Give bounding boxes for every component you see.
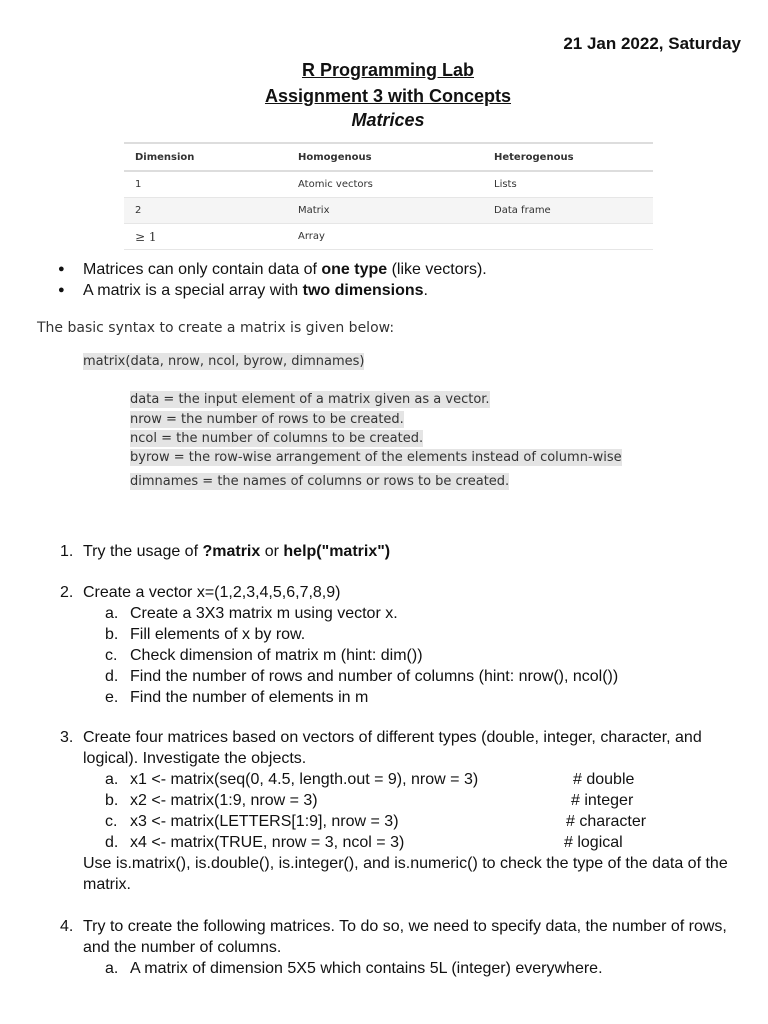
bullet-text: A matrix is a special array with: [83, 282, 303, 299]
table-cell: Matrix: [287, 198, 483, 224]
code-line: x3 <- matrix(LETTERS[1:9], nrow = 3): [130, 813, 399, 830]
sub-letter: c.: [105, 647, 118, 664]
dimension-table: [124, 142, 653, 250]
sub-letter: c.: [105, 813, 118, 830]
code-line: x4 <- matrix(TRUE, nrow = 3, ncol = 3): [130, 834, 405, 851]
code-emphasis: help("matrix"): [283, 543, 391, 560]
question-text: Try the usage of: [83, 543, 203, 560]
bullet-emphasis: one type: [321, 261, 388, 278]
question-number: 2.: [60, 584, 74, 601]
matrix-facts-list: [56, 259, 487, 301]
question-3: [56, 727, 743, 895]
code-text: ncol = the number of columns to be created.: [130, 431, 424, 446]
sub-letter: a.: [105, 771, 119, 788]
sub-text: A matrix of dimension 5X5 which contains 5L (integer) everywhere.: [130, 960, 603, 977]
sub-question: [83, 645, 743, 666]
question-4: [56, 916, 743, 979]
code-text: data = the input element of a matrix given as a vector.: [130, 392, 490, 407]
sub-text: Check dimension of matrix m (hint: dim()): [130, 647, 423, 664]
table-cell: 2: [124, 198, 287, 224]
sub-question: [83, 790, 743, 811]
sub-question: [83, 687, 743, 708]
param-line: [130, 431, 423, 446]
sub-letter: e.: [105, 689, 119, 706]
param-line: [130, 474, 509, 489]
bullet-text: (like vectors).: [387, 261, 487, 278]
code-line: x2 <- matrix(1:9, nrow = 3): [130, 792, 318, 809]
code-comment: # integer: [571, 792, 634, 809]
code-text: nrow = the number of rows to be created.: [130, 412, 404, 427]
table-row: [124, 171, 653, 198]
table-header-cell: Homogenous: [287, 143, 483, 171]
document-title: R Programming Lab: [301, 60, 475, 80]
sub-question: [83, 666, 743, 687]
param-line: [130, 412, 404, 427]
list-item: [56, 259, 487, 280]
sub-letter: d.: [105, 834, 119, 851]
table-cell: Array: [287, 224, 483, 250]
sub-text: Create a 3X3 matrix m using vector x.: [130, 605, 398, 622]
topic-subtitle: Matrices: [351, 110, 425, 130]
question-number: 4.: [60, 918, 74, 935]
table-cell: 1: [124, 171, 287, 198]
param-line: [130, 450, 622, 465]
sub-text: Fill elements of x by row.: [130, 626, 306, 643]
question-1: [56, 541, 743, 562]
question-text: Create four matrices based on vectors of different types (double, integer, character, and logical). Investigate the objects.: [83, 729, 702, 767]
syntax-intro: The basic syntax to create a matrix is given below:: [37, 320, 395, 336]
table-cell: Lists: [483, 171, 653, 198]
code-emphasis: ?matrix: [202, 543, 261, 560]
question-number: 3.: [60, 729, 74, 746]
table-cell: [483, 224, 653, 250]
sub-text: Find the number of elements in m: [130, 689, 369, 706]
sub-text: Find the number of rows and number of columns (hint: nrow(), ncol()): [130, 668, 619, 685]
sub-letter: a.: [105, 960, 119, 977]
sub-letter: b.: [105, 626, 119, 643]
question-footer: Use is.matrix(), is.double(), is.integer(), and is.numeric() to check the type of the data of the matrix.: [83, 855, 728, 893]
assignment-title: Assignment 3 with Concepts: [264, 86, 512, 106]
list-item: [56, 280, 487, 301]
sub-question: [83, 769, 743, 790]
table-row: [124, 224, 653, 250]
bullet-emphasis: two dimensions: [302, 282, 424, 299]
code-line: x1 <- matrix(seq(0, 4.5, length.out = 9), nrow = 3): [130, 771, 479, 788]
table-cell: Atomic vectors: [287, 171, 483, 198]
sub-letter: d.: [105, 668, 119, 685]
sub-question: [83, 958, 743, 979]
table-header-row: [124, 143, 653, 171]
param-line: [130, 392, 490, 407]
sub-question: [83, 811, 743, 832]
sub-letter: a.: [105, 605, 119, 622]
syntax-call: [83, 354, 364, 369]
sub-letter: b.: [105, 792, 119, 809]
table-header-cell: Heterogenous: [483, 143, 653, 171]
code-comment: # logical: [564, 834, 623, 851]
code-text: dimnames = the names of columns or rows to be created.: [130, 474, 510, 489]
code-text: matrix(data, nrow, ncol, byrow, dimnames): [83, 354, 365, 369]
sub-question: [83, 832, 743, 853]
table-cell: ≥ 1: [124, 224, 287, 250]
question-text: Try to create the following matrices. To do so, we need to specify data, the number of rows, and the number of columns.: [83, 918, 727, 956]
question-text: or: [260, 543, 284, 560]
code-text: byrow = the row-wise arrangement of the elements instead of column-wise: [130, 450, 622, 465]
sub-question: [83, 624, 743, 645]
document-date: 21 Jan 2022, Saturday: [563, 34, 741, 53]
table-cell: Data frame: [483, 198, 653, 224]
code-comment: # character: [566, 813, 647, 830]
question-2: [56, 582, 743, 708]
sub-question: [83, 603, 743, 624]
bullet-text: .: [423, 282, 428, 299]
bullet-text: Matrices can only contain data of: [83, 261, 322, 278]
code-comment: # double: [573, 771, 635, 788]
question-number: 1.: [60, 543, 74, 560]
table-row: [124, 198, 653, 224]
table-header-cell: Dimension: [124, 143, 287, 171]
question-text: Create a vector x=(1,2,3,4,5,6,7,8,9): [83, 584, 341, 601]
